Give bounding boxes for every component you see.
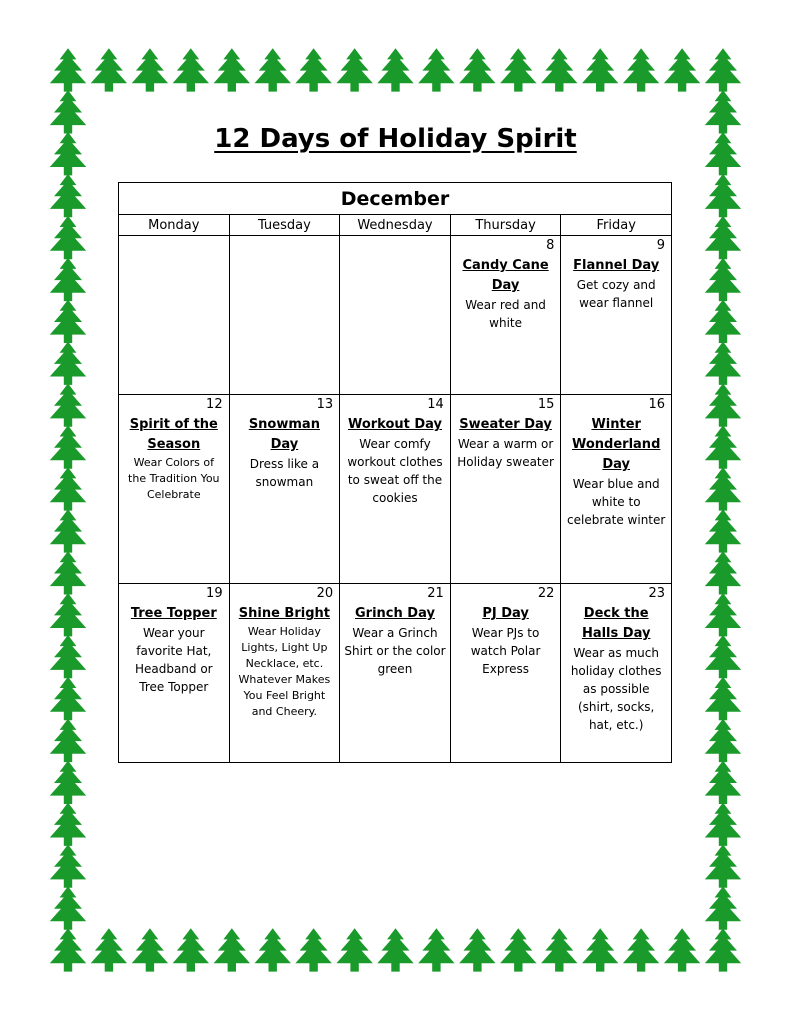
tree-icon xyxy=(50,216,86,259)
tree-icon xyxy=(705,886,741,929)
day-cell xyxy=(450,236,561,395)
day-number: 16 xyxy=(648,397,665,412)
tree-icon xyxy=(50,551,86,594)
week-row xyxy=(119,584,672,763)
tree-icon xyxy=(459,48,495,91)
day-number: 8 xyxy=(546,238,555,253)
day-cell xyxy=(119,584,230,763)
tree-icon xyxy=(705,174,741,217)
event-description: Wear a Grinch Shirt or the color green xyxy=(344,626,446,676)
event-description: Get cozy and wear flannel xyxy=(576,278,656,310)
event-description: Wear as much holiday clothes as possible (shirt, socks, hat, etc.) xyxy=(570,646,662,732)
tree-icon xyxy=(336,928,372,971)
day-number: 23 xyxy=(648,586,665,601)
tree-icon xyxy=(91,928,127,971)
day-cell xyxy=(561,236,672,395)
tree-icon xyxy=(50,593,86,636)
day-number: 12 xyxy=(206,397,223,412)
tree-icon xyxy=(623,928,659,971)
empty-day-cell xyxy=(119,236,230,395)
tree-icon xyxy=(377,48,413,91)
tree-icon xyxy=(50,844,86,887)
weekday-header: Thursday xyxy=(450,215,561,236)
tree-icon xyxy=(295,48,331,91)
tree-icon xyxy=(132,928,168,971)
empty-day-cell xyxy=(340,236,451,395)
tree-icon xyxy=(50,761,86,804)
week-row xyxy=(119,395,672,584)
tree-icon xyxy=(50,258,86,301)
tree-icon xyxy=(705,844,741,887)
day-cell xyxy=(119,395,230,584)
tree-icon xyxy=(173,928,209,971)
event-title: Sweater Day xyxy=(459,417,552,432)
event-description: Wear Colors of the Tradition You Celebrate xyxy=(128,456,220,501)
tree-icon xyxy=(705,216,741,259)
tree-icon xyxy=(541,928,577,971)
tree-icon xyxy=(50,342,86,385)
day-cell xyxy=(450,395,561,584)
day-number: 22 xyxy=(537,586,555,601)
day-number: 20 xyxy=(316,586,334,601)
weekday-header: Friday xyxy=(561,215,672,236)
tree-icon xyxy=(705,593,741,636)
tree-icon xyxy=(50,383,86,426)
tree-icon xyxy=(664,928,700,971)
day-number: 13 xyxy=(316,397,334,412)
tree-icon xyxy=(705,300,741,343)
day-number: 21 xyxy=(427,586,444,601)
day-number: 19 xyxy=(206,586,223,601)
tree-icon xyxy=(214,48,250,91)
tree-icon xyxy=(50,719,86,762)
tree-icon xyxy=(50,425,86,468)
tree-icon xyxy=(705,803,741,846)
day-number: 9 xyxy=(656,238,665,253)
event-title: Flannel Day xyxy=(573,258,660,273)
event-title: PJ Day xyxy=(482,606,529,621)
tree-icon xyxy=(500,928,536,971)
tree-icon xyxy=(582,928,618,971)
event-description: Dress like a snowman xyxy=(249,457,320,489)
tree-icon xyxy=(255,48,291,91)
event-description: Wear PJs to watch Polar Express xyxy=(470,626,541,676)
tree-icon xyxy=(50,174,86,217)
tree-icon xyxy=(50,300,86,343)
week-row xyxy=(119,236,672,395)
event-description: Wear a warm or Holiday sweater xyxy=(457,437,554,469)
event-title: Grinch Day xyxy=(355,606,435,621)
tree-icon xyxy=(50,803,86,846)
tree-icon xyxy=(91,48,127,91)
tree-icon xyxy=(705,635,741,678)
tree-icon xyxy=(50,886,86,929)
tree-icon xyxy=(705,509,741,552)
event-title: Candy Cane Day xyxy=(462,258,549,293)
day-number: 15 xyxy=(537,397,555,412)
weekday-header: Monday xyxy=(119,215,230,236)
tree-icon xyxy=(214,928,250,971)
event-description: Wear your favorite Hat, Headband or Tree Topper xyxy=(134,626,213,694)
tree-icon xyxy=(705,719,741,762)
event-title: Shine Bright xyxy=(238,606,330,621)
tree-icon xyxy=(336,48,372,91)
event-description: Wear red and white xyxy=(465,298,546,330)
tree-icon xyxy=(705,258,741,301)
tree-icon xyxy=(50,635,86,678)
month-header: December xyxy=(119,183,672,215)
event-title: Winter Wonderland Day xyxy=(571,417,661,472)
weekday-row xyxy=(119,215,672,236)
tree-icon xyxy=(705,551,741,594)
tree-icon xyxy=(173,48,209,91)
event-title: Deck the Halls Day xyxy=(581,606,651,641)
tree-icon xyxy=(623,48,659,91)
day-cell xyxy=(340,584,451,763)
tree-icon xyxy=(582,48,618,91)
tree-icon xyxy=(418,928,454,971)
tree-icon xyxy=(664,48,700,91)
day-cell xyxy=(340,395,451,584)
tree-icon xyxy=(295,928,331,971)
tree-icon xyxy=(705,342,741,385)
tree-icon xyxy=(50,48,86,91)
weekday-header: Wednesday xyxy=(340,215,451,236)
tree-icon xyxy=(50,677,86,720)
day-cell xyxy=(561,584,672,763)
tree-icon xyxy=(132,48,168,91)
tree-icon xyxy=(541,48,577,91)
tree-icon xyxy=(50,467,86,510)
tree-icon xyxy=(500,48,536,91)
tree-icon xyxy=(705,677,741,720)
tree-icon xyxy=(255,928,291,971)
event-title: Tree Topper xyxy=(130,606,217,621)
day-cell xyxy=(229,584,340,763)
tree-icon xyxy=(418,48,454,91)
event-description: Wear Holiday Lights, Light Up Necklace, etc. Whatever Makes You Feel Bright and Cheery. xyxy=(238,625,331,718)
calendar-table xyxy=(118,182,672,763)
tree-icon xyxy=(377,928,413,971)
tree-icon xyxy=(705,928,741,971)
day-cell xyxy=(450,584,561,763)
empty-day-cell xyxy=(229,236,340,395)
event-title: Snowman Day xyxy=(248,417,320,452)
tree-icon xyxy=(705,48,741,91)
weekday-header: Tuesday xyxy=(229,215,340,236)
tree-icon xyxy=(705,467,741,510)
day-cell xyxy=(229,395,340,584)
event-description: Wear comfy workout clothes to sweat off the cookies xyxy=(347,437,443,505)
event-title: Spirit of the Season xyxy=(129,417,218,452)
tree-icon xyxy=(50,928,86,971)
page-title: 12 Days of Holiday Spirit xyxy=(214,124,577,154)
day-cell xyxy=(561,395,672,584)
tree-icon xyxy=(50,509,86,552)
tree-icon xyxy=(705,383,741,426)
tree-icon xyxy=(459,928,495,971)
tree-icon xyxy=(705,425,741,468)
event-description: Wear blue and white to celebrate winter xyxy=(567,477,666,527)
day-number: 14 xyxy=(427,397,444,412)
tree-icon xyxy=(705,761,741,804)
event-title: Workout Day xyxy=(347,417,443,432)
